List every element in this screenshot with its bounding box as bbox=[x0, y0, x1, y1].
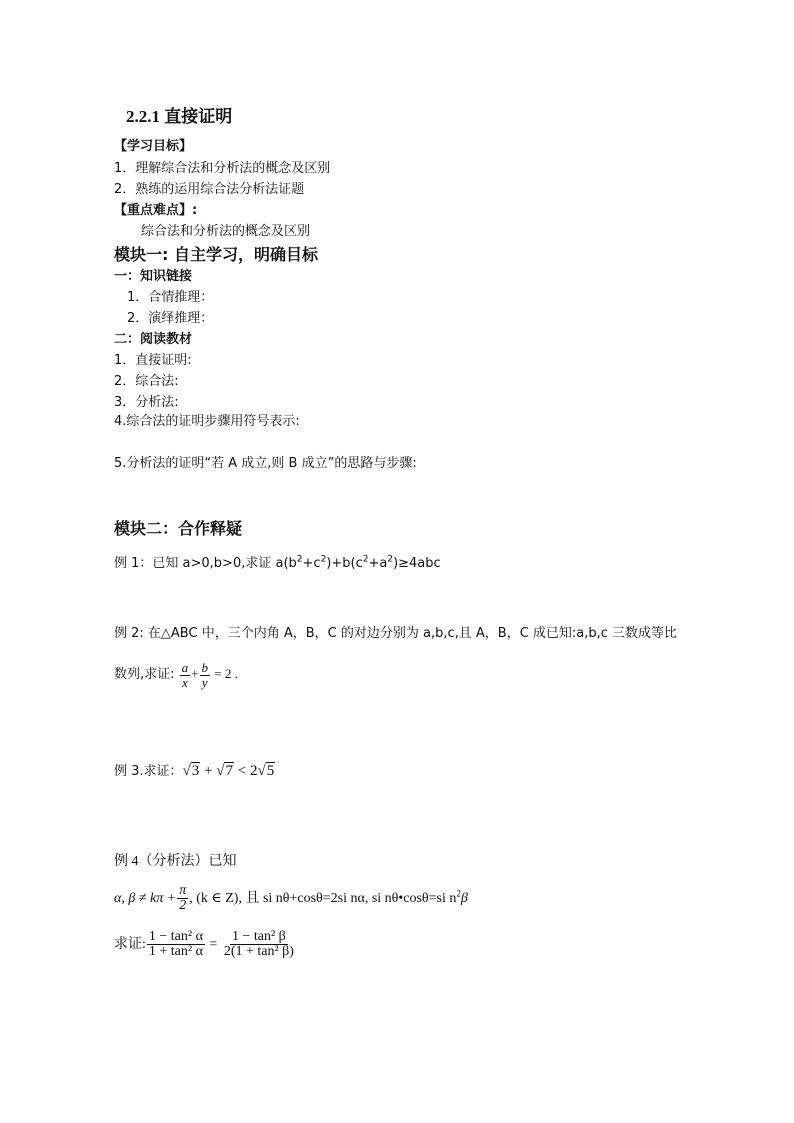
example-4-prove bbox=[114, 924, 297, 966]
example-1-text-b: +c bbox=[302, 556, 321, 571]
plus-sign: + bbox=[200, 763, 217, 779]
example-2-prefix: 数列,求证: bbox=[114, 667, 175, 682]
fraction-denominator: 1 + tan² α bbox=[148, 944, 203, 960]
fraction-a-over-x bbox=[180, 661, 191, 689]
example-4-condition bbox=[114, 880, 468, 918]
example-1-text-e: )≥4abc bbox=[393, 556, 441, 571]
example-2-line-1: 例 2: 在△ABC 中，三个内角 A，B，C 的对边分别为 a,b,c,且 A，B，C 成已知:a,b,c 三数成等比 bbox=[114, 626, 678, 641]
goal-item-2: 2．熟练的运用综合法分析法证题 bbox=[114, 182, 305, 197]
radicand-7: 7 bbox=[225, 763, 233, 779]
example-1-exp-4: 2 bbox=[387, 554, 394, 565]
module1-heading: 模块一: 自主学习，明确目标 bbox=[114, 245, 318, 264]
section2-item-5: 5.分析法的证明“若 A 成立,则 B 成立”的思路与步骤: bbox=[114, 456, 417, 471]
fraction-denominator: y bbox=[201, 674, 208, 690]
section1-heading: 一：知识链接 bbox=[114, 269, 193, 284]
page-title: 2.2.1 直接证明 bbox=[126, 107, 233, 126]
example-1-exp-2: 2 bbox=[320, 554, 327, 565]
section2-heading: 二：阅读教材 bbox=[114, 332, 193, 347]
goal-item-1: 1．理解综合法和分析法的概念及区别 bbox=[114, 161, 331, 176]
fraction-pi-over-2 bbox=[177, 884, 188, 914]
example-2-line-2 bbox=[114, 654, 238, 695]
section2-item-2: 2．综合法: bbox=[114, 374, 179, 389]
rhs-fraction bbox=[222, 930, 296, 960]
example-2-formula bbox=[179, 659, 238, 690]
module2-heading: 模块二：合作释疑 bbox=[114, 519, 243, 538]
fraction-b-over-y bbox=[200, 661, 211, 689]
fraction-denominator: 2(1 + tan² β) bbox=[223, 944, 294, 960]
equals-sign: = bbox=[209, 937, 218, 952]
section2-item-4: 4.综合法的证明步骤用符号表示: bbox=[114, 414, 300, 429]
condition-exponent: 2 bbox=[456, 888, 461, 899]
key-points-heading: 【重点难点】: bbox=[114, 203, 198, 218]
less-than-two: < 2 bbox=[233, 763, 258, 779]
example-3-formula: √3 + √7 < 2√5 bbox=[182, 763, 275, 779]
example-1-exp-3: 2 bbox=[362, 554, 369, 565]
example-4-line-1: 例 4（分析法）已知 bbox=[114, 854, 237, 869]
fraction-denominator: 2 bbox=[179, 898, 187, 914]
example-3 bbox=[114, 760, 275, 783]
section2-item-3: 3．分析法: bbox=[114, 395, 179, 410]
radicand-5: 5 bbox=[266, 763, 275, 779]
example-3-prefix: 例 3.求证： bbox=[114, 764, 183, 779]
fraction-numerator: 1 − tan² β bbox=[231, 928, 286, 944]
fraction-numerator: 1 − tan² α bbox=[148, 928, 203, 944]
section1-item-2: 2．演绎推理： bbox=[127, 311, 214, 326]
radicand-3: 3 bbox=[191, 763, 200, 779]
goals-heading: 【学习目标】 bbox=[114, 139, 193, 154]
section1-item-1: 1．合情推理： bbox=[127, 290, 214, 305]
plus-sign: + bbox=[191, 666, 199, 681]
key-points-text: 综合法和分析法的概念及区别 bbox=[141, 224, 311, 239]
example-1-text-a: 例 1：已知 a>0,b>0,求证 a(b bbox=[114, 556, 297, 571]
example-1-text-c: )+b(c bbox=[326, 556, 363, 571]
example-1 bbox=[114, 555, 441, 573]
example-1-exp-1: 2 bbox=[296, 554, 303, 565]
lhs-fraction bbox=[147, 930, 205, 960]
condition-part-c: β bbox=[460, 891, 468, 906]
prove-label: 求证: bbox=[114, 937, 146, 952]
fraction-numerator: b bbox=[201, 659, 208, 675]
condition-part-b: , (k ∈ Z), 且 si nθ+cosθ=2si nα, si nθ•cosθ=si n bbox=[189, 891, 457, 906]
fraction-numerator: a bbox=[181, 659, 189, 675]
condition-part-a: α, β ≠ kπ + bbox=[114, 891, 177, 906]
fraction-numerator: π bbox=[179, 882, 187, 898]
equals-two: = 2 . bbox=[214, 666, 238, 681]
fraction-denominator: x bbox=[182, 674, 188, 690]
section2-item-1: 1．直接证明: bbox=[114, 353, 192, 368]
example-1-text-d: +a bbox=[368, 556, 388, 571]
